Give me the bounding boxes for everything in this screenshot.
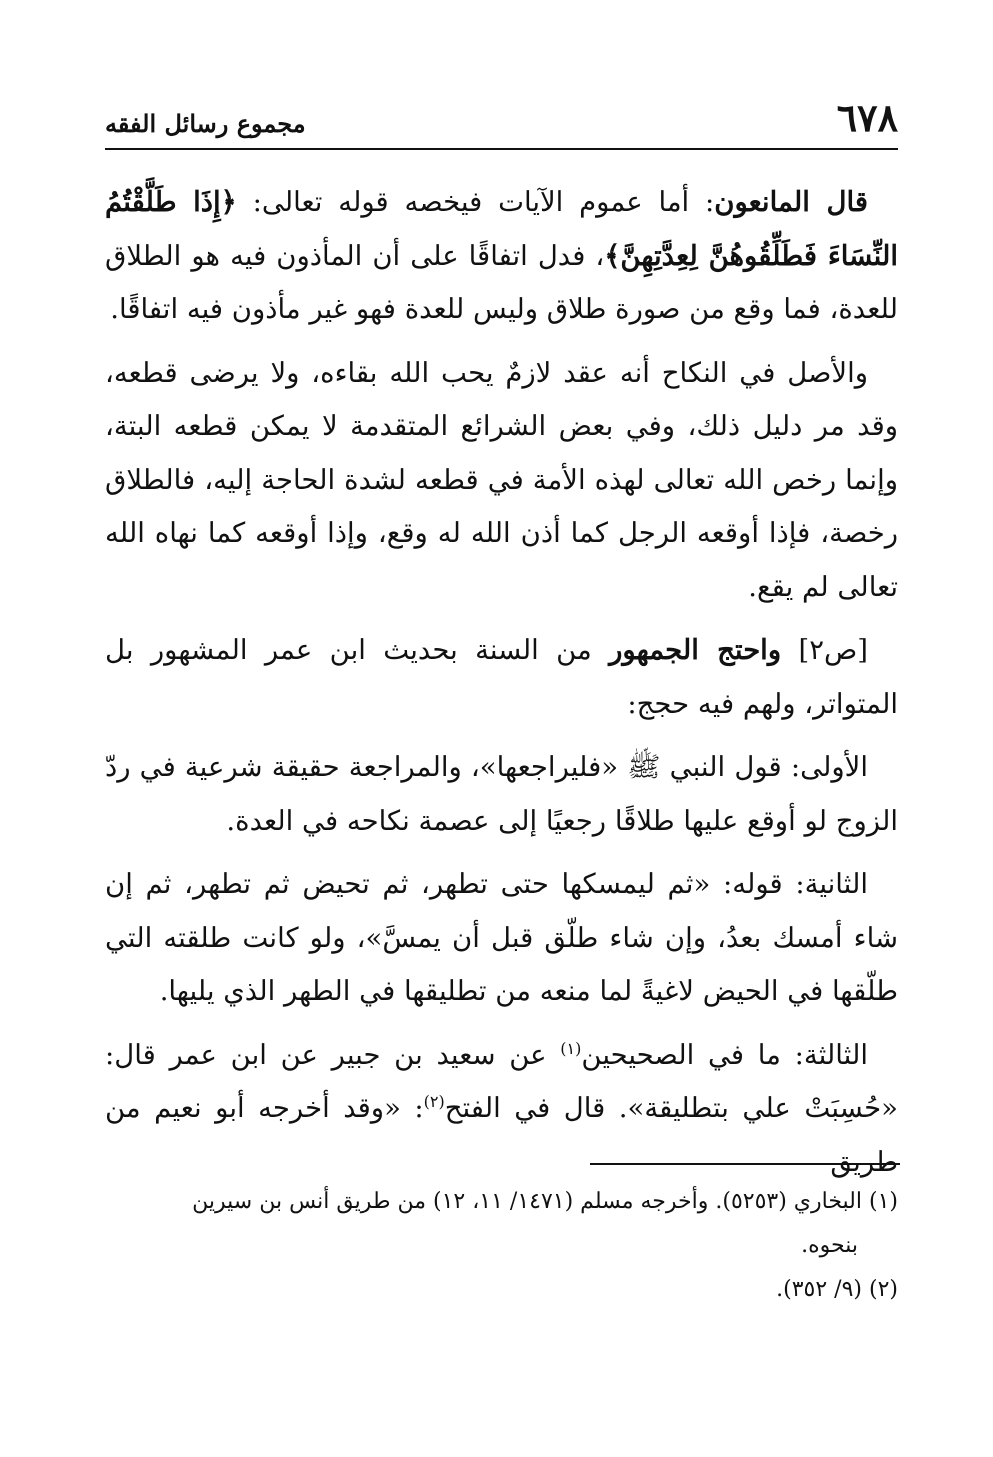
paragraph-text: : أما عموم الآيات فيخصه قوله تعالى: xyxy=(236,186,715,218)
footnotes xyxy=(105,1180,898,1312)
paragraph-lead: قال المانعون xyxy=(714,186,869,218)
paragraph-marriage-origin: والأصل في النكاح أنه عقد لازمٌ يحب الله بقاءه، ولا يرضى قطعه، وقد مر دليل ذلك، وفي بعض الشرائع المتقدمة لا يمكن قطعه البتة، وإنما رخص الله تعالى لهذه الأمة في قطعه لشدة الحاجة إليه، فالطلاق رخصة، فإذا أوقعه الرجل كما أذن الله له وقع، وإذا أوقعه كما نهاه الله تعالى لم يقع. xyxy=(105,356,898,603)
quran-verse: ﴿إِذَا طَلَّقْتُمُ النِّسَاءَ فَطَلِّقُوهُنَّ لِعِدَّتِهِنَّ﴾ xyxy=(105,186,898,272)
footnote-divider xyxy=(590,1163,900,1165)
paragraph-text: عن سعيد بن جبير عن ابن عمر قال: «حُسِبَتْ علي بتطليقة». قال في الفتح xyxy=(105,1038,898,1124)
body-text xyxy=(105,176,898,1199)
running-header xyxy=(105,80,898,150)
footnote-ref-1[interactable]: (١) xyxy=(560,1038,582,1058)
paragraph-lead: واحتج الجمهور xyxy=(609,634,782,666)
footnote-2: (٢) (٩/ ٣٥٢). xyxy=(776,1277,898,1302)
footnote-ref-2[interactable]: (٢) xyxy=(423,1091,445,1111)
manuscript-marker: [ص٢] xyxy=(781,634,868,666)
paragraph-text: : «وقد أخرجه أبو نعيم من طريق xyxy=(105,1092,898,1178)
paragraph-first-argument: الأولى: قول النبي ﷺ «فليراجعها»، والمراجعة حقيقة شرعية في ردّ الزوج لو أوقع عليها طلاقًا رجعيًا إلى عصمة نكاحه في العدة. xyxy=(105,751,898,837)
footnote-1: (١) البخاري (٥٢٥٣). وأخرجه مسلم (١٤٧١/ ١١، ١٢) من طريق أنس بن سيرين xyxy=(192,1189,898,1214)
paragraph-text: الثالثة: ما في الصحيحين xyxy=(581,1038,868,1071)
paragraph-second-argument: الثانية: قوله: «ثم ليمسكها حتى تطهر، ثم تحيض ثم تطهر، ثم إن شاء أمسك بعدُ، وإن شاء طلّق قبل أن يمسَّ»، ولو كانت طلقته التي طلّقها في الحيض لاغيةً لما منعه من تطليقها في الطهر الذي يليها. xyxy=(105,868,898,1007)
page-number: ٦٧٨ xyxy=(836,95,898,140)
paragraph-majority xyxy=(105,624,898,731)
paragraph-text: من السنة بحديث ابن عمر المشهور بل المتواتر، ولهم فيه حجج: xyxy=(105,634,898,720)
book-title: مجموع رسائل الفقه xyxy=(105,109,306,138)
paragraph-opponents xyxy=(105,176,898,337)
footnote-1-continuation: بنحوه. xyxy=(801,1233,858,1258)
paragraph-text: ، فدل اتفاقًا على أن المأذون فيه هو الطلاق للعدة، فما وقع من صورة طلاق وليس للعدة فهو غير مأذون فيه اتفاقًا. xyxy=(105,239,898,325)
